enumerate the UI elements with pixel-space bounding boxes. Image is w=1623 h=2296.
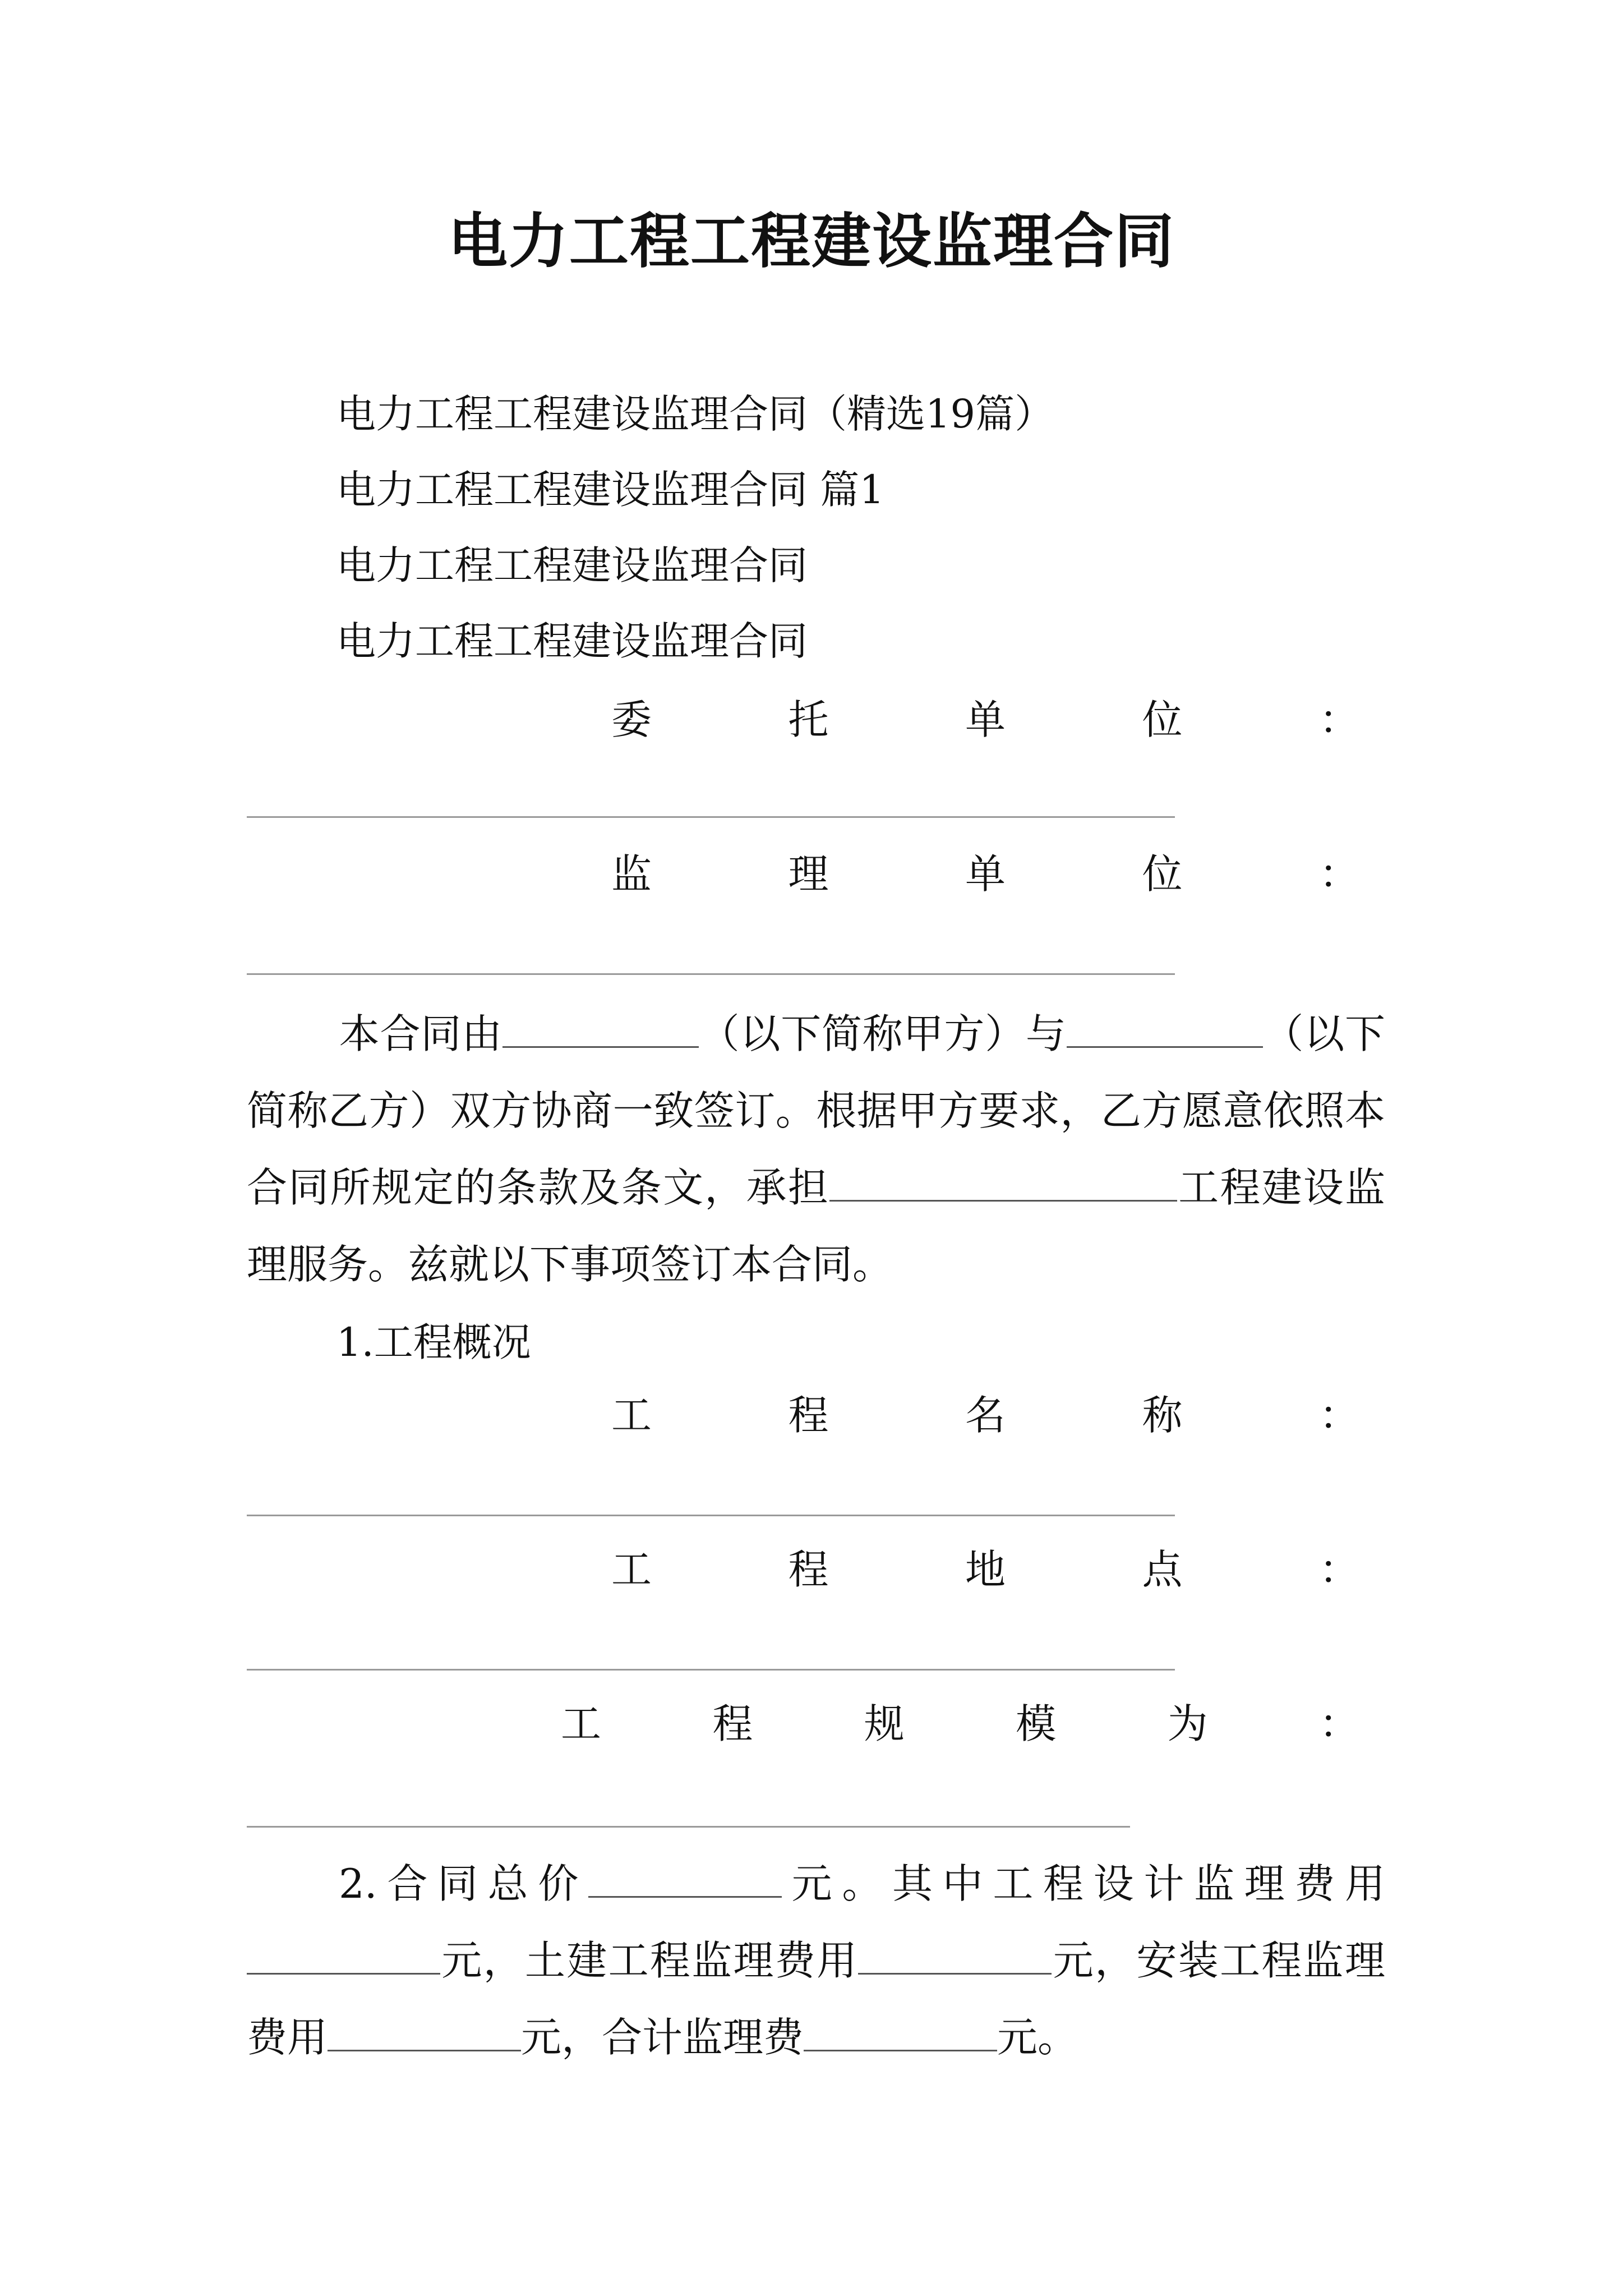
label-char: 托 [788,696,829,743]
client-unit-label [611,693,1359,747]
label-colon: ： [1318,1546,1359,1593]
client-unit-blank [247,816,1175,818]
body-paragraph [247,996,1385,1303]
label-char: 模 [1016,1700,1057,1747]
design-fee-blank [247,1939,440,1975]
label-char: 程 [712,1700,753,1747]
label-char: 工 [561,1700,602,1747]
supervisor-unit-blank [247,973,1175,975]
label-char: 工 [611,1392,652,1439]
section-2-paragraph [247,1846,1385,2076]
supervisor-unit-label [611,847,1359,901]
label-char: 位 [1142,696,1183,743]
party-b-blank [1067,1013,1263,1048]
label-char: 位 [1142,850,1183,898]
body-text: 元。其中工程设计监理费用 [782,1860,1385,1907]
body-text: 2.合同总价 [339,1860,589,1907]
project-blank [829,1166,1177,1202]
document-title: 电力工程工程建设监理合同 [448,206,1175,276]
project-name-blank [247,1515,1175,1516]
label-char: 单 [965,696,1006,743]
intro-line-2: 电力工程工程建设监理合同 篇1 [336,467,884,513]
label-colon: ： [1318,850,1359,898]
label-char: 名 [965,1392,1006,1439]
body-text: 元，合计监理费 [521,2014,804,2061]
body-text: （以下简称甲方）与 [698,1010,1067,1057]
body-text: （以下简称乙方）双方协商一致签订。根据甲方要求，乙方愿意依照本合同所规定的条款及条文，承担 [247,1010,1385,1211]
project-name-label [611,1388,1359,1442]
body-text: 工程建设监理服务。兹就以下事项签订本合同。 [247,1164,1385,1288]
label-char: 委 [611,696,652,743]
intro-line-1: 电力工程工程建设监理合同（精选19篇） [336,391,1054,437]
label-char: 程 [788,1392,829,1439]
label-char: 地 [965,1546,1006,1593]
body-text: 元。 [997,2014,1078,2061]
body-text: 本合同由 [339,1010,502,1057]
label-char: 程 [788,1546,829,1593]
body-text: 元，安装工程监理费用 [247,1937,1385,2061]
label-colon: ： [1318,696,1359,743]
project-location-blank [247,1669,1175,1671]
intro-line-3: 电力工程工程建设监理合同 [336,542,808,588]
label-char: 理 [788,850,829,898]
total-fee-blank [804,2016,997,2051]
body-text: 元，土建工程监理费用 [440,1937,859,1984]
label-char: 监 [611,850,652,898]
label-colon: ： [1318,1700,1359,1747]
civil-fee-blank [858,1939,1052,1975]
label-char: 点 [1142,1546,1183,1593]
label-char: 单 [965,850,1006,898]
label-char: 称 [1142,1392,1183,1439]
total-price-blank [588,1862,782,1898]
intro-line-4: 电力工程工程建设监理合同 [336,618,808,664]
project-scale-label [561,1697,1359,1751]
install-fee-blank [328,2016,521,2051]
project-scale-blank [247,1826,1130,1828]
project-location-label [611,1543,1359,1596]
party-a-blank [502,1013,699,1048]
section-1-heading: 1.工程概况 [336,1319,531,1365]
label-char: 工 [611,1546,652,1593]
label-char: 规 [864,1700,905,1747]
label-colon: ： [1318,1392,1359,1439]
label-char: 为 [1167,1700,1208,1747]
